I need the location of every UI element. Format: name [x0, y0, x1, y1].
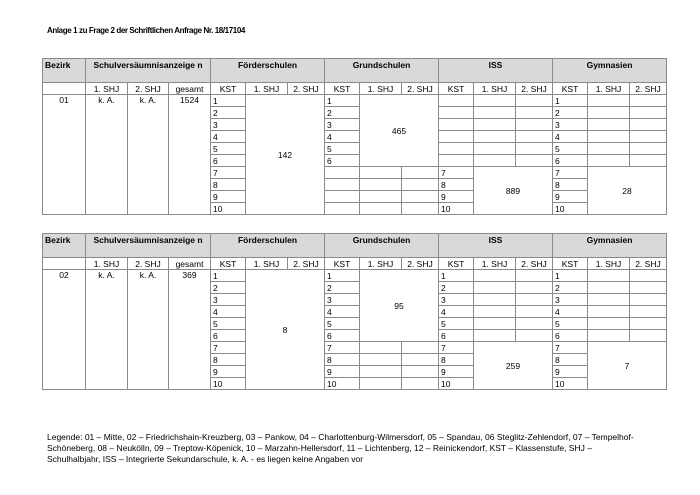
- header-shj1: 1. SHJ: [588, 258, 630, 270]
- kst-cell: 6: [553, 155, 588, 167]
- kst-cell: 2: [553, 282, 588, 294]
- kst-cell: 8: [211, 354, 246, 366]
- header-schulversaeumnisanzeigen: Schulversäumnisanzeige n: [86, 59, 211, 83]
- kst-cell: 6: [325, 155, 360, 167]
- kst-cell: 2: [553, 107, 588, 119]
- header-kst: KST: [439, 258, 474, 270]
- empty-cell: [474, 282, 516, 294]
- empty-cell: [360, 191, 402, 203]
- kst-cell: [325, 167, 360, 179]
- shj2-value: k. A.: [128, 95, 169, 215]
- kst-cell: 1: [553, 270, 588, 282]
- bezirk-value: 02: [43, 270, 86, 390]
- header-empty: [43, 258, 86, 270]
- empty-cell: [516, 155, 553, 167]
- empty-cell: [630, 306, 667, 318]
- kst-cell: 4: [211, 306, 246, 318]
- header-shj1: 1. SHJ: [360, 83, 402, 95]
- empty-cell: [516, 294, 553, 306]
- empty-cell: [360, 203, 402, 215]
- kst-cell: 1: [211, 95, 246, 107]
- header-iss: ISS: [439, 234, 553, 258]
- header-shj1: 1. SHJ: [246, 83, 288, 95]
- empty-cell: [630, 119, 667, 131]
- empty-cell: [516, 107, 553, 119]
- empty-cell: [402, 203, 439, 215]
- empty-cell: [630, 318, 667, 330]
- iss-total: 259: [474, 342, 553, 390]
- kst-cell: [325, 203, 360, 215]
- empty-cell: [588, 306, 630, 318]
- empty-cell: [516, 119, 553, 131]
- header-bezirk: Bezirk: [43, 59, 86, 83]
- document-title: Anlage 1 zu Frage 2 der Schriftlichen Anfrage Nr. 18/17104: [47, 26, 245, 35]
- empty-cell: [402, 167, 439, 179]
- header-kst: KST: [325, 258, 360, 270]
- kst-cell: 10: [325, 378, 360, 390]
- kst-cell: 9: [325, 366, 360, 378]
- kst-cell: 4: [325, 306, 360, 318]
- kst-cell: 7: [325, 342, 360, 354]
- legend: Legende: 01 – Mitte, 02 – Friedrichshain-Kreuzberg, 03 – Pankow, 04 – Charlottenburg-Wilmersdorf, 05 – Spandau, 06 Steglitz-Zehlendorf, 07 – Tempelhof-Schöneberg, 08 – Neukölln, 09 – Treptow-Köpenick, 10 – Marzahn-Hellersdorf, 11 – Lichtenberg, 12 – Reinickendorf, KST – Klassenstufe, SHJ – Schulhalbjahr, ISS – Integrierte Sekundarschule, k. A. - es liegen keine Angaben vor: [47, 432, 634, 464]
- kst-cell: 9: [211, 191, 246, 203]
- grund-total: 95: [360, 270, 439, 342]
- kst-cell: 2: [325, 282, 360, 294]
- grund-total: 465: [360, 95, 439, 167]
- shj1-value: k. A.: [86, 95, 128, 215]
- kst-cell: 10: [439, 378, 474, 390]
- kst-cell: 7: [211, 342, 246, 354]
- empty-cell: [474, 306, 516, 318]
- header-shj2: 2. SHJ: [288, 258, 325, 270]
- header-empty: [43, 83, 86, 95]
- header-grundschulen: Grundschulen: [325, 59, 439, 83]
- kst-cell: 8: [211, 179, 246, 191]
- kst-cell: [325, 179, 360, 191]
- kst-cell: 10: [553, 203, 588, 215]
- kst-cell: 2: [211, 107, 246, 119]
- empty-cell: [360, 342, 402, 354]
- empty-cell: [588, 318, 630, 330]
- kst-cell: 3: [439, 294, 474, 306]
- empty-cell: [360, 354, 402, 366]
- header-shj2: 2. SHJ: [128, 258, 169, 270]
- header-iss: ISS: [439, 59, 553, 83]
- kst-cell: 1: [325, 95, 360, 107]
- foerder-total: 8: [246, 270, 325, 390]
- empty-cell: [474, 131, 516, 143]
- kst-cell: 9: [211, 366, 246, 378]
- kst-cell: [439, 95, 474, 107]
- shj2-value: k. A.: [128, 270, 169, 390]
- kst-cell: 2: [439, 282, 474, 294]
- kst-cell: 7: [553, 167, 588, 179]
- empty-cell: [402, 366, 439, 378]
- kst-cell: 8: [439, 179, 474, 191]
- kst-cell: 2: [325, 107, 360, 119]
- empty-cell: [474, 107, 516, 119]
- kst-cell: [439, 131, 474, 143]
- header-shj1: 1. SHJ: [86, 258, 128, 270]
- empty-cell: [588, 107, 630, 119]
- empty-cell: [402, 378, 439, 390]
- header-schulversaeumnisanzeigen: Schulversäumnisanzeige n: [86, 234, 211, 258]
- kst-cell: 5: [211, 318, 246, 330]
- header-gesamt: gesamt: [169, 83, 211, 95]
- kst-cell: 4: [325, 131, 360, 143]
- kst-cell: 5: [553, 143, 588, 155]
- empty-cell: [360, 167, 402, 179]
- kst-cell: 3: [211, 294, 246, 306]
- kst-cell: 5: [325, 318, 360, 330]
- empty-cell: [630, 107, 667, 119]
- kst-cell: 5: [325, 143, 360, 155]
- kst-cell: 1: [439, 270, 474, 282]
- header-gesamt: gesamt: [169, 258, 211, 270]
- kst-cell: 7: [439, 342, 474, 354]
- kst-cell: 1: [211, 270, 246, 282]
- empty-cell: [474, 294, 516, 306]
- gesamt-value: 1524: [169, 95, 211, 215]
- empty-cell: [588, 155, 630, 167]
- kst-cell: 6: [211, 155, 246, 167]
- header-gymnasien: Gymnasien: [553, 59, 667, 83]
- empty-cell: [474, 330, 516, 342]
- kst-cell: 10: [211, 378, 246, 390]
- empty-cell: [360, 366, 402, 378]
- kst-cell: 9: [439, 191, 474, 203]
- empty-cell: [588, 95, 630, 107]
- empty-cell: [588, 143, 630, 155]
- kst-cell: [439, 107, 474, 119]
- header-foerderschulen: Förderschulen: [211, 59, 325, 83]
- empty-cell: [402, 179, 439, 191]
- empty-cell: [402, 354, 439, 366]
- kst-cell: 3: [553, 294, 588, 306]
- kst-cell: 8: [439, 354, 474, 366]
- empty-cell: [360, 378, 402, 390]
- header-shj1: 1. SHJ: [86, 83, 128, 95]
- empty-cell: [588, 119, 630, 131]
- kst-cell: [439, 119, 474, 131]
- empty-cell: [630, 330, 667, 342]
- empty-cell: [474, 119, 516, 131]
- empty-cell: [402, 342, 439, 354]
- kst-cell: 1: [325, 270, 360, 282]
- iss-total: 889: [474, 167, 553, 215]
- empty-cell: [474, 95, 516, 107]
- kst-cell: 6: [553, 330, 588, 342]
- header-bezirk: Bezirk: [43, 234, 86, 258]
- kst-cell: 6: [439, 330, 474, 342]
- header-shj2: 2. SHJ: [402, 258, 439, 270]
- header-kst: KST: [211, 258, 246, 270]
- empty-cell: [474, 155, 516, 167]
- table-row: [43, 95, 667, 107]
- kst-cell: 5: [553, 318, 588, 330]
- empty-cell: [516, 143, 553, 155]
- empty-cell: [516, 330, 553, 342]
- kst-cell: 9: [439, 366, 474, 378]
- header-shj1: 1. SHJ: [474, 83, 516, 95]
- header-grundschulen: Grundschulen: [325, 234, 439, 258]
- district-table: [42, 58, 667, 215]
- empty-cell: [516, 282, 553, 294]
- header-shj2: 2. SHJ: [128, 83, 169, 95]
- bezirk-value: 01: [43, 95, 86, 215]
- kst-cell: [325, 191, 360, 203]
- empty-cell: [588, 282, 630, 294]
- kst-cell: 7: [211, 167, 246, 179]
- kst-cell: 3: [553, 119, 588, 131]
- kst-cell: 10: [211, 203, 246, 215]
- foerder-total: 142: [246, 95, 325, 215]
- kst-cell: 3: [325, 294, 360, 306]
- table-row: [43, 270, 667, 282]
- empty-cell: [588, 330, 630, 342]
- kst-cell: 7: [553, 342, 588, 354]
- kst-cell: 9: [553, 191, 588, 203]
- kst-cell: 6: [325, 330, 360, 342]
- empty-cell: [588, 131, 630, 143]
- kst-cell: 8: [325, 354, 360, 366]
- kst-cell: 7: [439, 167, 474, 179]
- kst-cell: [439, 143, 474, 155]
- empty-cell: [474, 143, 516, 155]
- empty-cell: [516, 306, 553, 318]
- empty-cell: [474, 270, 516, 282]
- empty-cell: [402, 191, 439, 203]
- empty-cell: [630, 294, 667, 306]
- kst-cell: 4: [553, 131, 588, 143]
- empty-cell: [630, 155, 667, 167]
- kst-cell: 10: [439, 203, 474, 215]
- header-shj1: 1. SHJ: [246, 258, 288, 270]
- header-kst: KST: [553, 83, 588, 95]
- kst-cell: [439, 155, 474, 167]
- header-kst: KST: [553, 258, 588, 270]
- empty-cell: [360, 179, 402, 191]
- empty-cell: [630, 131, 667, 143]
- empty-cell: [516, 318, 553, 330]
- empty-cell: [516, 131, 553, 143]
- kst-cell: 4: [553, 306, 588, 318]
- header-shj1: 1. SHJ: [360, 258, 402, 270]
- kst-cell: 4: [439, 306, 474, 318]
- empty-cell: [516, 95, 553, 107]
- district-table: [42, 233, 667, 390]
- header-kst: KST: [325, 83, 360, 95]
- header-kst: KST: [211, 83, 246, 95]
- kst-cell: 6: [211, 330, 246, 342]
- kst-cell: 3: [211, 119, 246, 131]
- header-shj2: 2. SHJ: [516, 258, 553, 270]
- header-gymnasien: Gymnasien: [553, 234, 667, 258]
- empty-cell: [588, 270, 630, 282]
- kst-cell: 9: [553, 366, 588, 378]
- kst-cell: 4: [211, 131, 246, 143]
- empty-cell: [630, 95, 667, 107]
- kst-cell: 1: [553, 95, 588, 107]
- empty-cell: [630, 270, 667, 282]
- header-shj2: 2. SHJ: [630, 83, 667, 95]
- gesamt-value: 369: [169, 270, 211, 390]
- header-shj2: 2. SHJ: [516, 83, 553, 95]
- header-foerderschulen: Förderschulen: [211, 234, 325, 258]
- empty-cell: [630, 282, 667, 294]
- empty-cell: [474, 318, 516, 330]
- header-shj2: 2. SHJ: [288, 83, 325, 95]
- header-shj1: 1. SHJ: [474, 258, 516, 270]
- shj1-value: k. A.: [86, 270, 128, 390]
- kst-cell: 3: [325, 119, 360, 131]
- kst-cell: 5: [211, 143, 246, 155]
- empty-cell: [588, 294, 630, 306]
- kst-cell: 8: [553, 179, 588, 191]
- header-kst: KST: [439, 83, 474, 95]
- header-shj2: 2. SHJ: [402, 83, 439, 95]
- kst-cell: 2: [211, 282, 246, 294]
- header-shj1: 1. SHJ: [588, 83, 630, 95]
- kst-cell: 10: [553, 378, 588, 390]
- kst-cell: 5: [439, 318, 474, 330]
- header-shj2: 2. SHJ: [630, 258, 667, 270]
- gym-total: 7: [588, 342, 667, 390]
- kst-cell: 8: [553, 354, 588, 366]
- empty-cell: [630, 143, 667, 155]
- gym-total: 28: [588, 167, 667, 215]
- empty-cell: [516, 270, 553, 282]
